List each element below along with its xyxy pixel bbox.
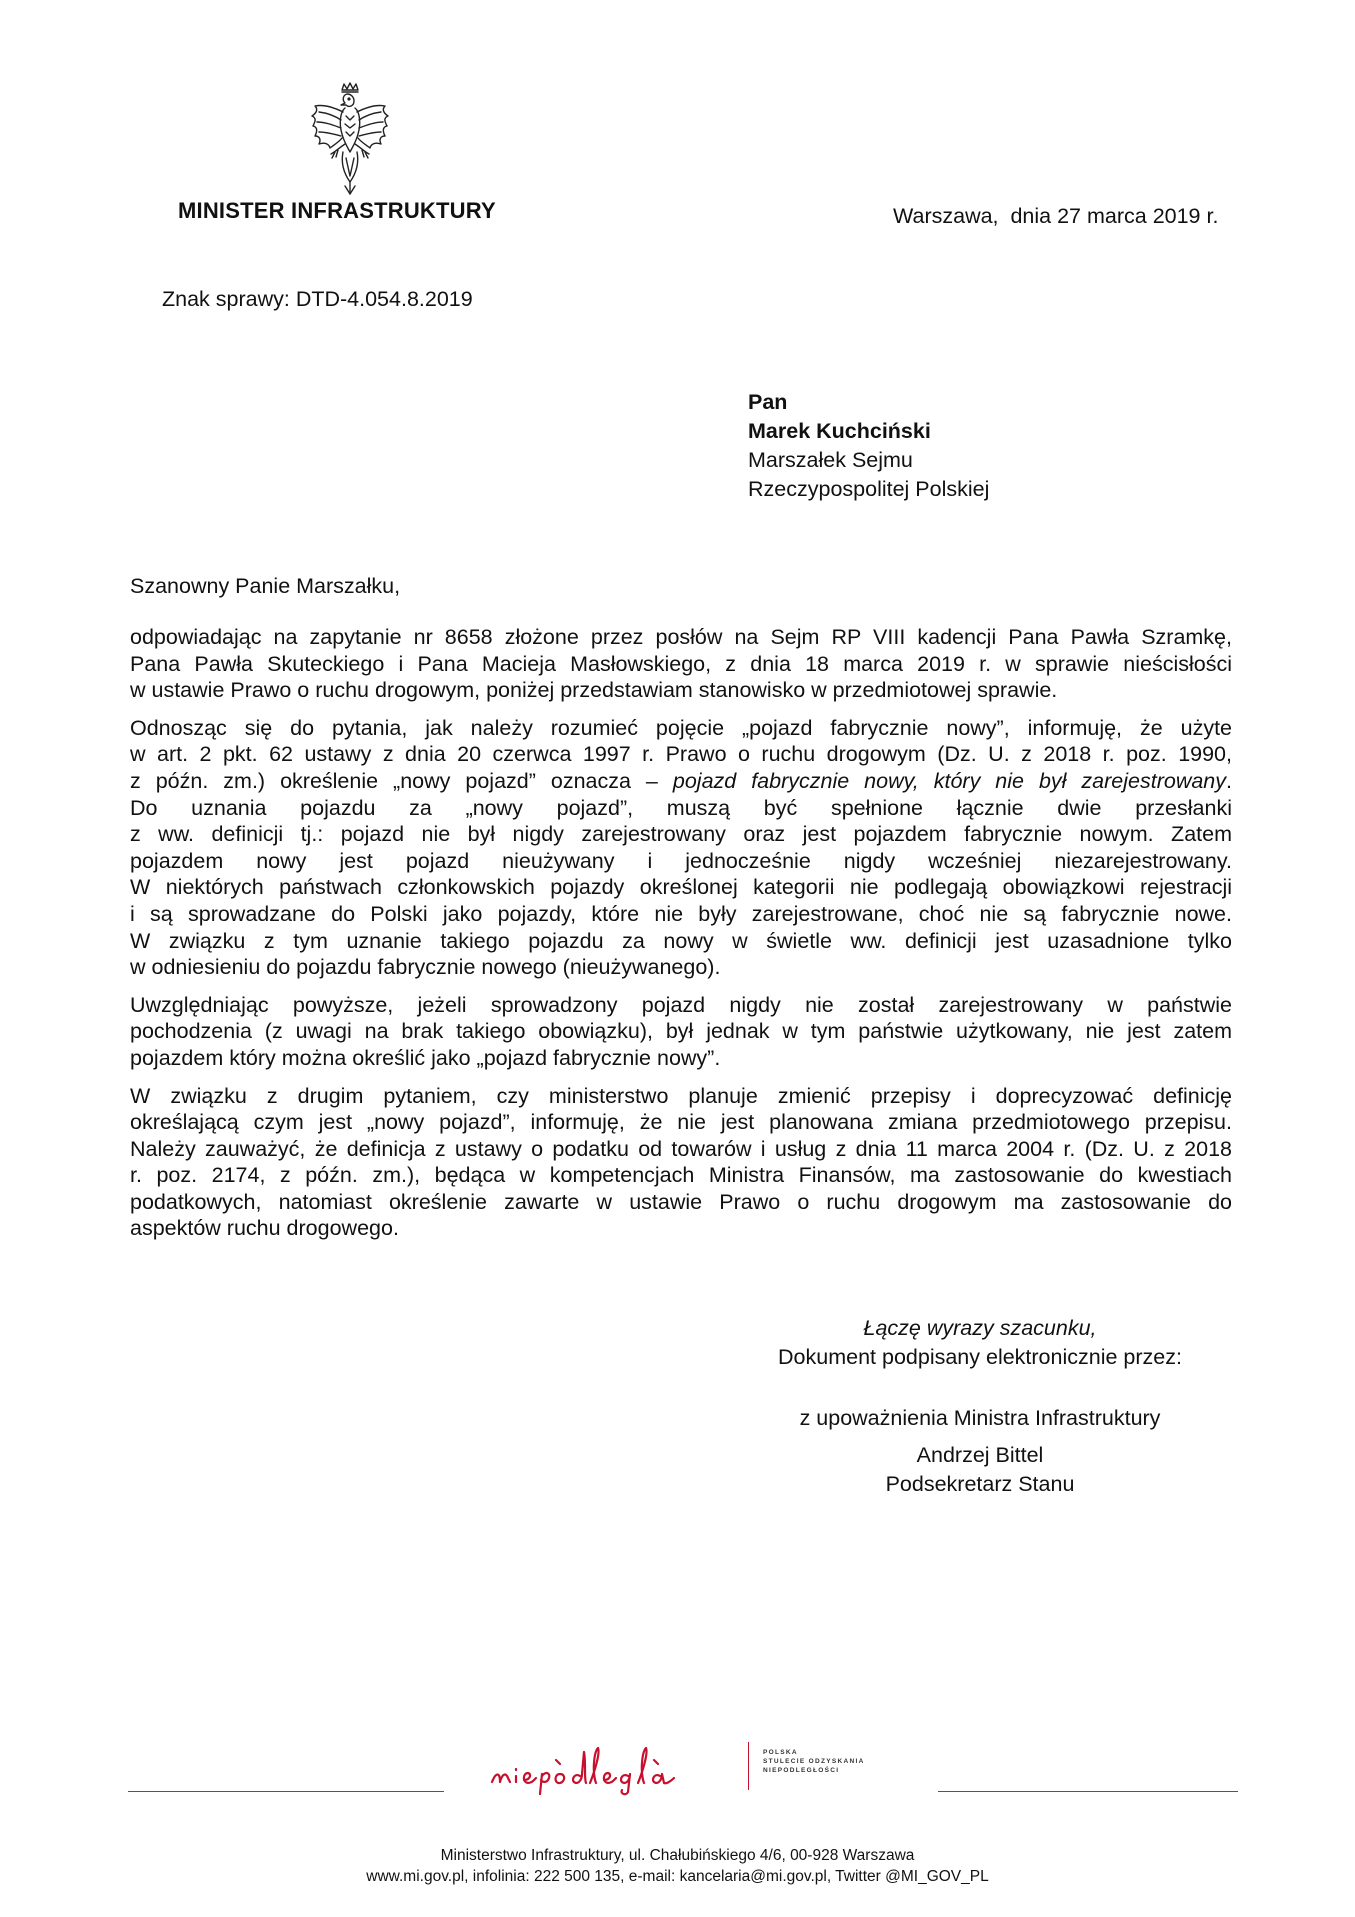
paragraph-line: Należy zauważyć, że definicja z ustawy o podatku od towarów i usług z dnia 11 marca 2004 r. (Dz. U. z 2018 [130, 1136, 1232, 1161]
letter-body [130, 624, 1232, 1253]
paragraph-line: pochodzenia (z uwagi na brak takiego obowiązku), był jednak w tym państwie użytkowany, nie jest zatem [130, 1019, 1232, 1044]
signed-electronically-note: Dokument podpisany elektronicznie przez: [778, 1345, 1182, 1369]
footer-address: Ministerstwo Infrastruktury, ul. Chałubińskiego 4/6, 00-928 Warszawa [440, 1847, 915, 1864]
paragraph-line: odpowiadając na zapytanie nr 8658 złożone przez posłów na Sejm RP VIII kadencji Pana Pawła Szramkę, [130, 625, 1232, 649]
closing-block [700, 1314, 1260, 1372]
paragraph-line [130, 768, 1232, 795]
centenary-caption-line: STULECIE ODZYSKANIA [763, 1758, 865, 1765]
paragraph-4 [130, 1083, 1232, 1243]
paragraph-2 [130, 715, 1232, 981]
paragraph-line: i są sprowadzane do Polski jako pojazdy, które nie były zarejestrowane, choć nie są fabrycznie nowe. [130, 901, 1232, 926]
paragraph-line: podatkowych, natomiast określenie zawarte w ustawie Prawo o ruchu drogowym ma zastosowanie do [130, 1189, 1232, 1214]
page-footer [0, 1845, 1355, 1887]
recipient-position-country: Rzeczypospolitej Polskiej [748, 477, 990, 501]
definition-italic: pojazd fabrycznie nowy, który nie był zarejestrowany [672, 768, 1227, 793]
reference-number: Znak sprawy: DTD-4.054.8.2019 [162, 287, 473, 311]
paragraph-line: w odniesieniu do pojazdu fabrycznie nowego (nieużywanego). [130, 955, 721, 980]
recipient-name: Marek Kuchciński [748, 419, 931, 443]
paragraph-line: pojazdem nowy jest pojazd nieużywany i jednocześnie nigdy wcześniej niezarejestrowany. [130, 848, 1232, 873]
signature-block [700, 1404, 1260, 1499]
footer-contacts: www.mi.gov.pl, infolinia: 222 500 135, e-mail: kancelaria@mi.gov.pl, Twitter @MI_GOV_PL [366, 1868, 989, 1885]
recipient-block [748, 388, 989, 504]
footer-divider-left [128, 1791, 444, 1792]
paragraph-line: pojazdem który można określić jako „pojazd fabrycznie nowy”. [130, 1045, 721, 1070]
ministry-name: MINISTER INFRASTRUKTURY [178, 198, 496, 223]
signer-title: Podsekretarz Stanu [885, 1472, 1075, 1496]
eagle-emblem-icon [305, 82, 395, 200]
paragraph-line: Odnosząc się do pytania, jak należy rozumieć pojęcie „pojazd fabrycznie nowy”, informuję, że użyte [130, 715, 1232, 740]
paragraph-line: r. poz. 2174, z późn. zm.), będąca w kompetencjach Ministra Finansów, ma zastosowanie do kwestiach [130, 1163, 1232, 1188]
niepodlegla-logo-icon [486, 1738, 726, 1798]
signer-name: Andrzej Bittel [916, 1443, 1044, 1467]
paragraph-3 [130, 992, 1232, 1072]
centenary-caption-line: POLSKA [763, 1749, 798, 1756]
centenary-caption [763, 1748, 865, 1775]
footer-divider-right [938, 1791, 1238, 1792]
recipient-title: Pan [748, 390, 788, 414]
recipient-position: Marszałek Sejmu [748, 448, 913, 472]
paragraph-line: aspektów ruchu drogowego. [130, 1216, 399, 1241]
authority-line: z upoważnienia Ministra Infrastruktury [799, 1406, 1161, 1430]
paragraph-line: W związku z tym uznanie takiego pojazdu za nowy w świetle ww. definicji jest uzasadnione tylko [130, 928, 1232, 953]
paragraph-line: Uwzględniając powyższe, jeżeli sprowadzony pojazd nigdy nie został zarejestrowany w państwie [130, 992, 1232, 1017]
definition-lead: z późn. zm.) określenie „nowy pojazd” oznacza – [130, 768, 673, 793]
salutation: Szanowny Panie Marszałku, [130, 574, 401, 598]
paragraph-line: w art. 2 pkt. 62 ustawy z dnia 20 czerwca 1997 r. Prawo o ruchu drogowym (Dz. U. z 2018 r. poz. 1990, [130, 742, 1232, 767]
date-line: Warszawa, dnia 27 marca 2019 r. [893, 204, 1219, 228]
paragraph-line: w ustawie Prawo o ruchu drogowym, poniżej przedstawiam stanowisko w przedmiotowej sprawie. [130, 678, 1058, 703]
paragraph-line: W niektórych państwach członkowskich pojazdy określonej kategorii nie podlegają obowiązkowi rejestracji [130, 875, 1232, 900]
paragraph-line: określającą czym jest „nowy pojazd”, informuję, że nie jest planowana zmiana przedmiotowego przepisu. [130, 1110, 1232, 1135]
paragraph-line: z ww. definicji tj.: pojazd nie był nigdy zarejestrowany oraz jest pojazdem fabrycznie nowym. Zatem [130, 822, 1232, 847]
paragraph-line: Do uznania pojazdu za „nowy pojazd”, muszą być spełnione łącznie dwie przesłanki [130, 795, 1232, 820]
paragraph-line: W związku z drugim pytaniem, czy ministerstwo planuje zmienić przepisy i doprecyzować definicję [130, 1083, 1232, 1108]
paragraph-line: Pana Pawła Skuteckiego i Pana Macieja Masłowskiego, z dnia 18 marca 2019 r. w sprawie nieścisłości [130, 651, 1232, 676]
centenary-caption-line: NIEPODLEGŁOŚCI [763, 1767, 840, 1774]
logo-divider [748, 1742, 749, 1790]
paragraph-1 [130, 624, 1232, 704]
definition-end: . [1226, 768, 1233, 793]
closing-regards: Łączę wyrazy szacunku, [863, 1316, 1097, 1340]
